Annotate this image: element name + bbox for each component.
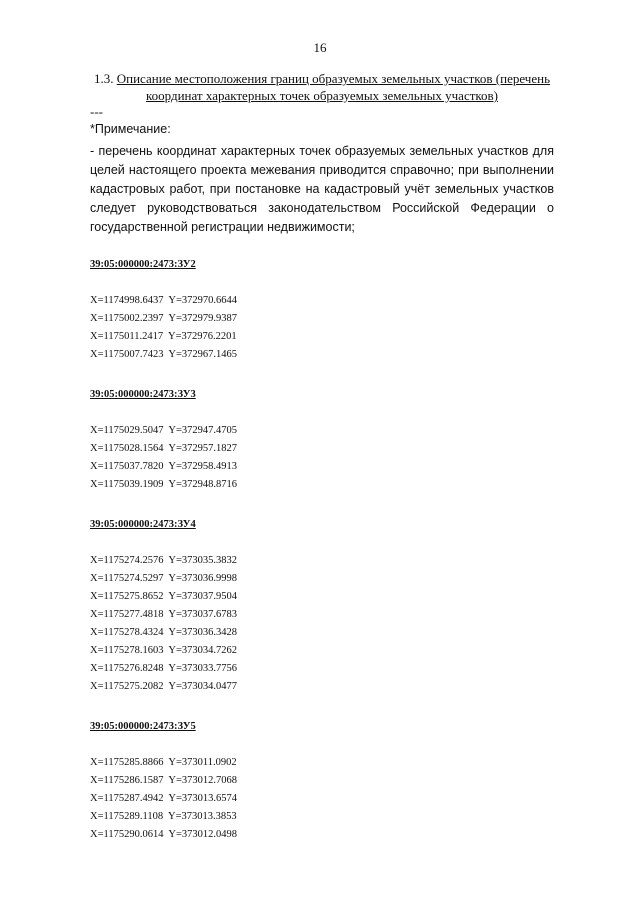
coordinate-y: Y=372979.9387 <box>168 313 238 324</box>
note-label: *Примечание: <box>90 122 171 136</box>
coordinate-y: Y=373034.7262 <box>168 645 238 656</box>
parcels-section <box>90 256 554 866</box>
section-title-line-2: координат характерных точек образуемых земельных участков) <box>145 88 499 103</box>
note-text: - перечень координат характерных точек образуемых земельных участков для целей настоящего проекта межевания приводится справочно; при выполнении кадастровых работ, при постановке на кадастровый учёт земельных участков следует руководствоваться законодательством Российской Федерации о государственной регистрации недвижимости; <box>90 144 554 234</box>
coordinate-row <box>90 642 554 660</box>
coordinate-row <box>90 570 554 588</box>
coordinate-x: X=1175275.8652 <box>90 591 164 602</box>
coordinate-row <box>90 606 554 624</box>
coordinate-y: Y=373034.0477 <box>168 681 238 692</box>
coordinate-row <box>90 678 554 696</box>
separator-dashes: --- <box>90 104 103 119</box>
coordinate-y: Y=373012.7068 <box>168 775 238 786</box>
coordinate-row <box>90 440 554 458</box>
parcel-cadastral-number: 39:05:000000:2473:ЗУ5 <box>90 721 196 732</box>
coordinate-y: Y=373037.9504 <box>168 591 238 602</box>
coordinate-row <box>90 292 554 310</box>
spacer <box>90 274 554 292</box>
coordinate-row <box>90 422 554 440</box>
coordinate-y: Y=372948.8716 <box>168 479 238 490</box>
coordinate-x: X=1175028.1564 <box>90 443 164 454</box>
coordinate-row <box>90 790 554 808</box>
coordinate-y: Y=373037.6783 <box>168 609 238 620</box>
parcel-cadastral-number: 39:05:000000:2473:ЗУ4 <box>90 519 196 530</box>
coordinate-row <box>90 328 554 346</box>
coordinate-x: X=1175037.7820 <box>90 461 164 472</box>
parcel-block <box>90 256 554 386</box>
parcel-block <box>90 386 554 516</box>
coordinate-x: X=1175011.2417 <box>90 331 164 342</box>
coordinate-x: X=1175275.2082 <box>90 681 164 692</box>
coordinate-x: X=1175002.2397 <box>90 313 164 324</box>
spacer <box>90 736 554 754</box>
coordinate-row <box>90 346 554 364</box>
coordinate-x: X=1175007.7423 <box>90 349 164 360</box>
coordinate-y: Y=372976.2201 <box>167 331 237 342</box>
coordinate-y: Y=373013.6574 <box>168 793 238 804</box>
coordinate-x: X=1175285.8866 <box>90 757 164 768</box>
section-number: 1.3. <box>94 71 114 86</box>
coordinate-y: Y=372947.4705 <box>168 425 238 436</box>
coordinate-y: Y=373036.9998 <box>168 573 238 584</box>
coordinate-x: X=1175029.5047 <box>90 425 164 436</box>
coordinate-y: Y=372967.1465 <box>168 349 238 360</box>
coordinate-x: X=1175287.4942 <box>90 793 164 804</box>
page-number: 16 <box>313 40 327 55</box>
coordinate-row <box>90 458 554 476</box>
coordinate-row <box>90 660 554 678</box>
parcel-block <box>90 516 554 718</box>
coordinate-y: Y=372957.1827 <box>168 443 238 454</box>
spacer <box>90 844 554 866</box>
coordinate-y: Y=372958.4913 <box>168 461 238 472</box>
coordinate-list <box>90 422 554 494</box>
coordinate-row <box>90 808 554 826</box>
spacer <box>90 364 554 386</box>
coordinate-x: X=1175286.1587 <box>90 775 164 786</box>
coordinate-y: Y=372970.6644 <box>168 295 238 306</box>
coordinate-row <box>90 310 554 328</box>
coordinate-list <box>90 552 554 696</box>
coordinate-y: Y=373012.0498 <box>168 829 238 840</box>
spacer <box>90 696 554 718</box>
coordinate-x: X=1175278.1603 <box>90 645 164 656</box>
coordinate-row <box>90 476 554 494</box>
coordinate-row <box>90 772 554 790</box>
coordinate-y: Y=373033.7756 <box>168 663 238 674</box>
coordinate-y: Y=373035.3832 <box>168 555 238 566</box>
coordinate-list <box>90 754 554 844</box>
coordinate-x: X=1175276.8248 <box>90 663 164 674</box>
coordinate-x: X=1174998.6437 <box>90 295 164 306</box>
coordinate-x: X=1175278.4324 <box>90 627 164 638</box>
coordinate-x: X=1175274.2576 <box>90 555 164 566</box>
coordinate-x: X=1175039.1909 <box>90 479 164 490</box>
parcel-block <box>90 718 554 866</box>
coordinate-row <box>90 754 554 772</box>
coordinate-row <box>90 624 554 642</box>
spacer <box>90 494 554 516</box>
coordinate-y: Y=373011.0902 <box>168 757 237 768</box>
coordinate-list <box>90 292 554 364</box>
coordinate-y: Y=373013.3853 <box>167 811 237 822</box>
coordinate-row <box>90 588 554 606</box>
section-heading <box>90 70 554 104</box>
parcel-cadastral-number: 39:05:000000:2473:ЗУ3 <box>90 389 196 400</box>
spacer <box>90 404 554 422</box>
coordinate-y: Y=373036.3428 <box>168 627 238 638</box>
coordinate-row <box>90 826 554 844</box>
coordinate-row <box>90 552 554 570</box>
section-title-line-1: Описание местоположения границ образуемых земельных участков (перечень <box>116 71 550 86</box>
coordinate-x: X=1175290.0614 <box>90 829 164 840</box>
coordinate-x: X=1175277.4818 <box>90 609 164 620</box>
coordinate-x: X=1175274.5297 <box>90 573 164 584</box>
spacer <box>90 534 554 552</box>
parcel-cadastral-number: 39:05:000000:2473:ЗУ2 <box>90 259 196 270</box>
coordinate-x: X=1175289.1108 <box>90 811 164 822</box>
